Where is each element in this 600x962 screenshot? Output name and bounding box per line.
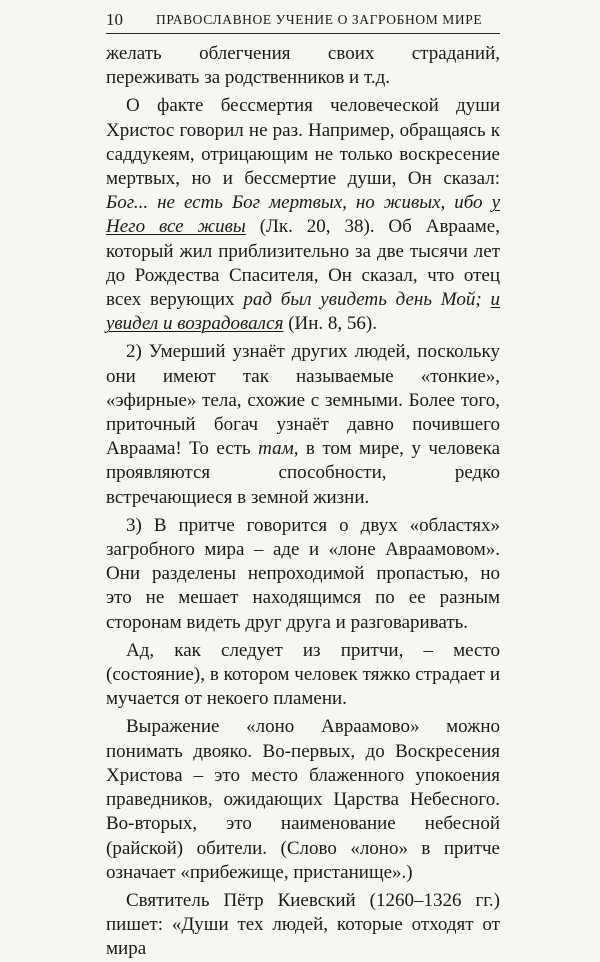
running-title: ПРАВОСЛАВНОЕ УЧЕНИЕ О ЗАГРОБНОМ МИРЕ	[156, 12, 483, 27]
paragraph-immortality	[106, 94, 500, 336]
emphasis-word: там	[258, 438, 294, 460]
paragraph-peter-of-kiev: Святитель Пётр Киевский (1260–1326 гг.) пишет: «Души тех людей, которые отходят от мира	[106, 889, 500, 960]
page-number: 10	[106, 10, 123, 29]
paragraph-text: О факте бессмертия человеческой души Христос говорил не раз. Например, обращаясь к саддукеям, отрицающим не только воскресение мертвых, но и бессмертие души, Он сказал:	[106, 95, 500, 190]
paragraph-hell: Ад, как следует из притчи, – место (состояние), в котором человек тяжко страдает и мучается от некоего пламени.	[106, 639, 500, 710]
paragraph-bosom-of-abraham: Выражение «лоно Авраамово» можно понимать двояко. Во-первых, до Воскресения Христова – это место блаженного упокоения праведников, ожидающих Царства Небесного. Во-вторых, это наименование небесной (райской) обители. (Слово «лоно» в притче означает «прибежище, пристанище».)	[106, 716, 500, 883]
scripture-quote: Бог... не есть Бог мертвых, но живых, ибо	[106, 192, 492, 214]
paragraph-point-3: 3) В притче говорится о двух «областях» загробного мира – аде и «лоне Авраамовом». Они разделены непроходимой пропастью, но это не мешает находящимся по ее разным сторонам видеть друг друга и разговаривать.	[106, 514, 500, 633]
paragraph-point-2	[106, 340, 500, 509]
paragraph-text: 2) Умерший узнаёт других людей, поскольку они имеют так называемые «тонкие», «эфирные» тела, схожие с земными. Более того, приточный богач узнаёт давно почившего Авраама! То есть	[106, 341, 500, 460]
paragraph-continuation: желать облегчения своих страданий, переживать за родственников и т.д.	[106, 43, 500, 89]
paragraph-text: (Ин. 8, 56).	[283, 313, 377, 335]
page-body	[106, 42, 500, 962]
scripture-quote-underlined: и увидел и возрадовался	[106, 289, 500, 335]
scripture-quote-underlined: у Него все живы	[106, 192, 500, 238]
paragraph-text: (Лк. 20, 38). Об Аврааме, который жил приблизительно за две тысячи лет до Рождества Спасителя, Он сказал, что отец всех верующих	[106, 216, 500, 311]
scripture-quote: рад был увидеть день Мой;	[243, 289, 491, 311]
running-header	[106, 7, 500, 34]
paragraph-text: , в том мире, у человека проявляются способности, редко встречающиеся в земной жизни.	[106, 438, 500, 508]
